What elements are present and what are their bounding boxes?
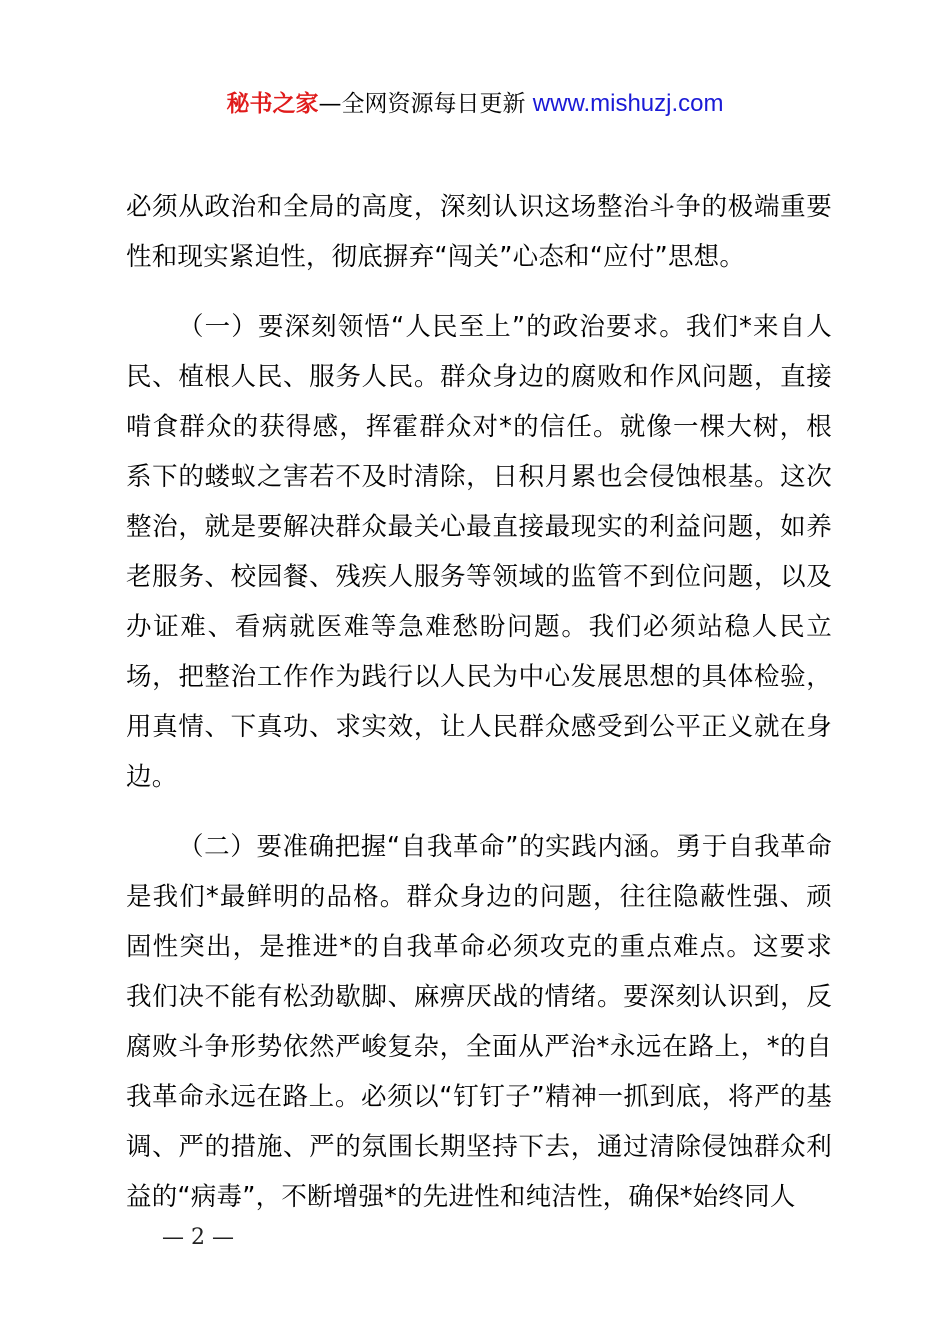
brand-name: 秘书之家 — [226, 91, 319, 117]
paragraph-section-one: （一）要深刻领悟“人民至上”的政治要求。我们*来自人民、植根人民、服务人民。群众身边的腐败和作风问题，直接啃食群众的获得感，挥霍群众对*的信任。就像一棵大树，根系下的蝼蚁之害若不及时清除，日积月累也会侵蚀根基。这次整治，就是要解决群众最关心最直接最现实的利益问题，如养老服务、校园餐、残疾人服务等领域的监管不到位问题，以及办证难、看病就医难等急难愁盼问题。我们必须站稳人民立场，把整治工作作为践行以人民为中心发展思想的具体检验，用真情、下真功、求实效，让人民群众感受到公平正义就在身边。 — [126, 312, 832, 792]
page-number: — 2 — — [162, 1225, 234, 1250]
paragraph-continuation: 必须从政治和全局的高度，深刻认识这场整治斗争的极端重要性和现实紧迫性，彻底摒弃“闯关”心态和“应付”思想。 — [126, 192, 832, 272]
header-tagline: —全网资源每日更新 — [318, 91, 533, 117]
page-header — [0, 86, 950, 122]
paragraph-section-two: （二）要准确把握“自我革命”的实践内涵。勇于自我革命是我们*最鲜明的品格。群众身边的问题，往往隐蔽性强、顽固性突出，是推进*的自我革命必须攻克的重点难点。这要求我们决不能有松劲歇脚、麻痹厌战的情绪。要深刻认识到，反腐败斗争形势依然严峻复杂，全面从严治*永远在路上，*的自我革命永远在路上。必须以“钉钉子”精神一抓到底，将严的基调、严的措施、严的氛围长期坚持下去，通过清除侵蚀群众利益的“病毒”，不断增强*的先进性和纯洁性，确保*始终同人 — [126, 832, 832, 1212]
website-link[interactable]: www.mishuzj.com — [532, 90, 724, 117]
document-body — [126, 182, 832, 1242]
